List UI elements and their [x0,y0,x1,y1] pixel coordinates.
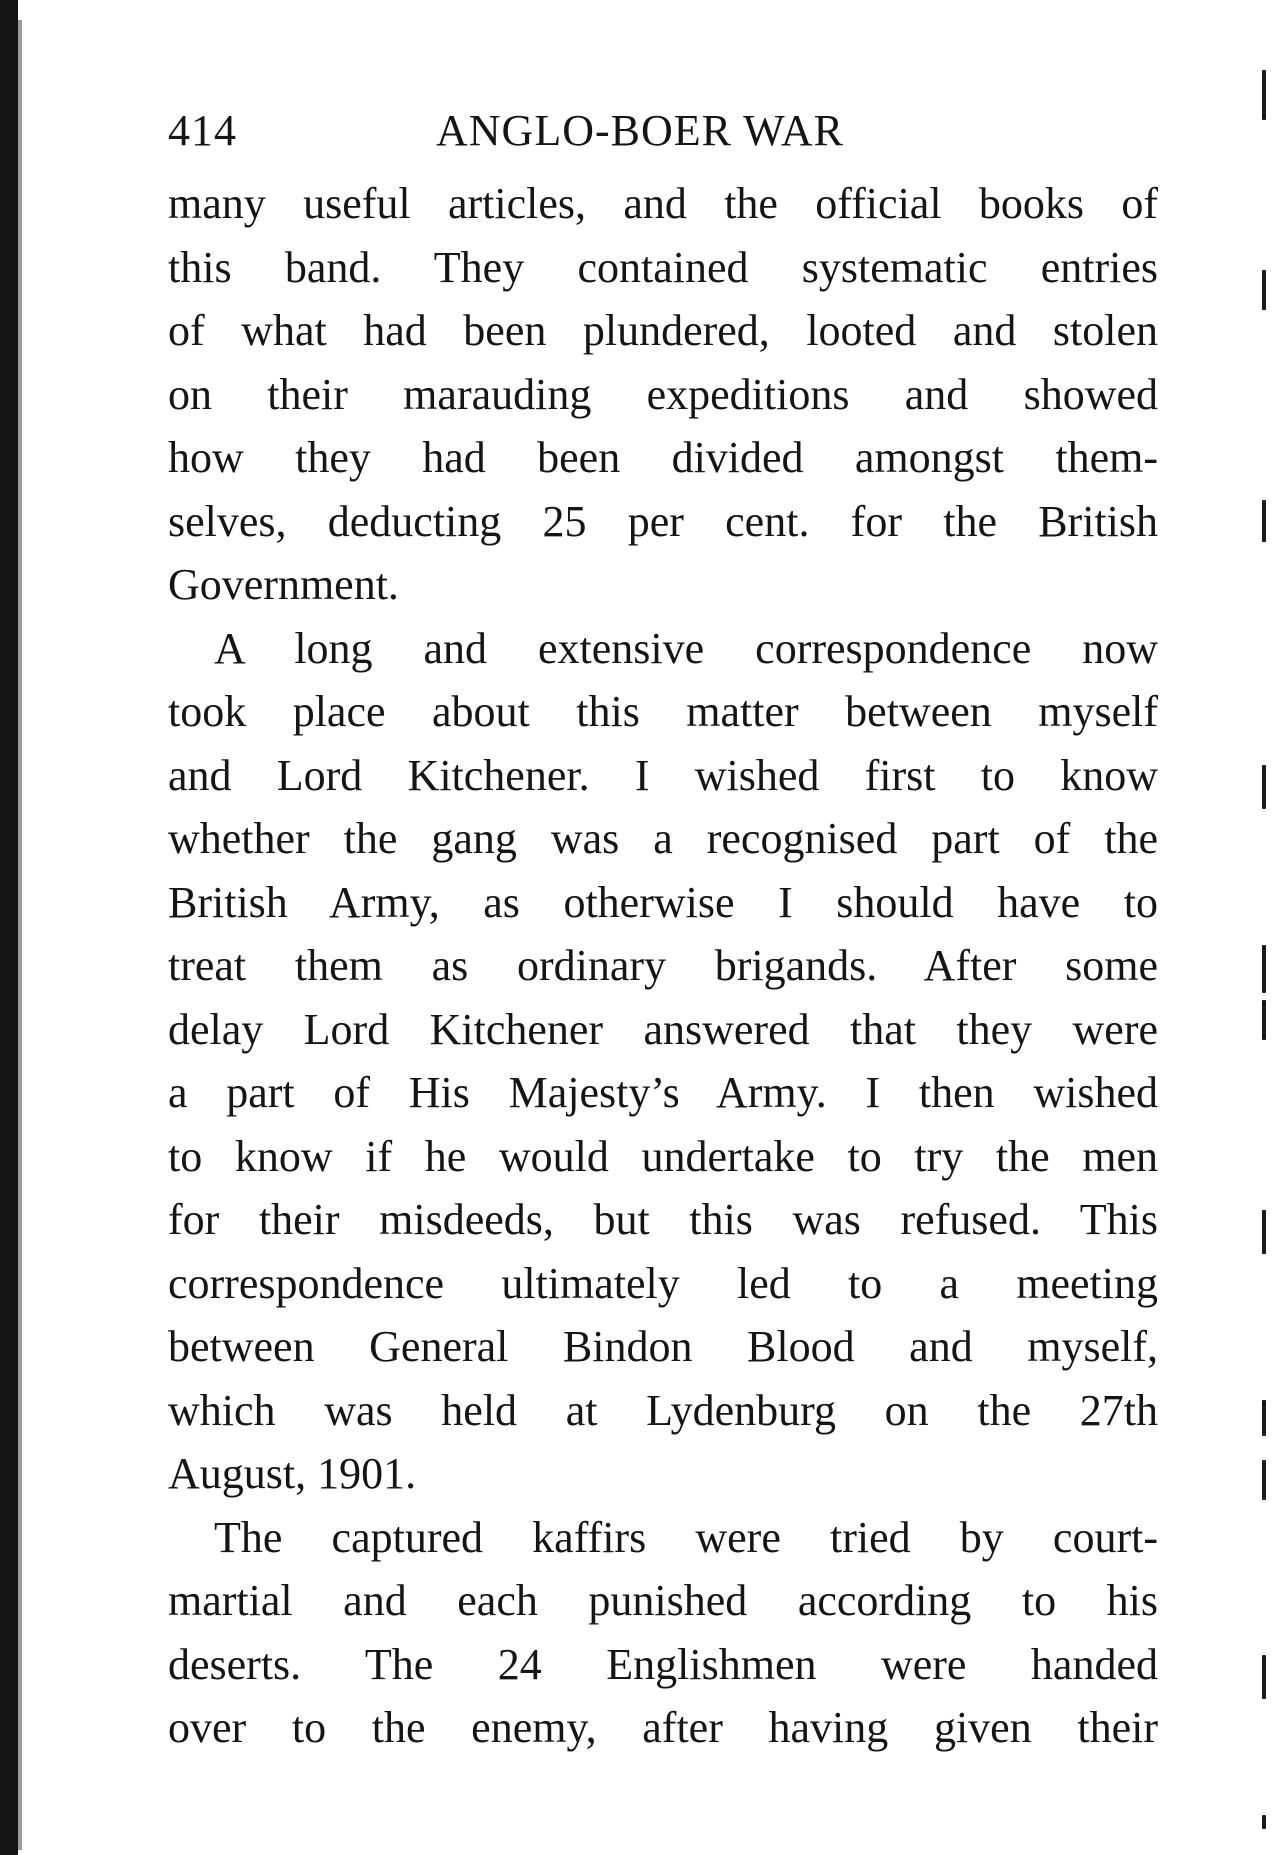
text-line: whether the gang was a recognised part of the [168,814,1158,863]
text-line: treat them as ordinary brigands. After some [168,941,1158,990]
body-text [168,172,1158,1760]
text-line: A long and extensive correspondence now [214,623,1158,673]
text-line: many useful articles, and the official books of [168,179,1158,228]
text-line: August, 1901. [168,1449,417,1498]
scan-mark [1262,1655,1266,1699]
text-line: between General Bindon Blood and myself, [168,1322,1158,1371]
scan-mark [1262,1000,1266,1040]
binding-edge-shadow [0,0,18,1855]
text-line: correspondence ultimately led to a meeting [168,1258,1158,1308]
text-line: martial and each punished according to his [168,1576,1158,1625]
text-line: The captured kaffirs were tried by court- [214,1512,1158,1562]
text-line: deserts. The 24 Englishmen were handed [168,1639,1158,1689]
scan-mark [1262,1210,1266,1254]
text-line: how they had been divided amongst them- [168,433,1158,482]
page-header [168,107,1158,155]
text-line: on their marauding expeditions and showed [168,369,1158,419]
page-number: 414 [168,106,237,155]
running-head: ANGLO-BOER WAR [436,106,844,155]
text-line: this band. They contained systematic entries [168,242,1158,292]
text-line: Government. [168,560,399,609]
text-line: British Army, as otherwise I should have to [168,877,1158,927]
right-margin-scan-marks [1250,0,1278,1855]
text-line: to know if he would undertake to try the men [168,1131,1158,1181]
text-line: for their misdeeds, but this was refused. This [168,1195,1158,1244]
text-line: and Lord Kitchener. I wished first to know [168,750,1158,800]
scan-mark [1262,945,1266,993]
scan-mark [1262,1400,1266,1436]
text-line: took place about this matter between myself [168,687,1158,736]
scan-mark [1262,270,1266,310]
text-line: selves, deducting 25 per cent. for the British [168,496,1158,546]
scan-mark [1262,765,1266,809]
text-line: a part of His Majesty’s Army. I then wished [168,1068,1158,1117]
text-line: of what had been plundered, looted and stolen [168,306,1158,355]
scan-mark [1262,1815,1266,1829]
text-line: over to the enemy, after having given their [168,1703,1158,1752]
text-line: delay Lord Kitchener answered that they were [168,1004,1158,1054]
text-line: which was held at Lydenburg on the 27th [168,1385,1158,1435]
binding-edge-gradient [18,20,22,1850]
scan-mark [1262,1460,1266,1500]
scan-mark [1262,70,1266,120]
scan-mark [1262,500,1266,542]
